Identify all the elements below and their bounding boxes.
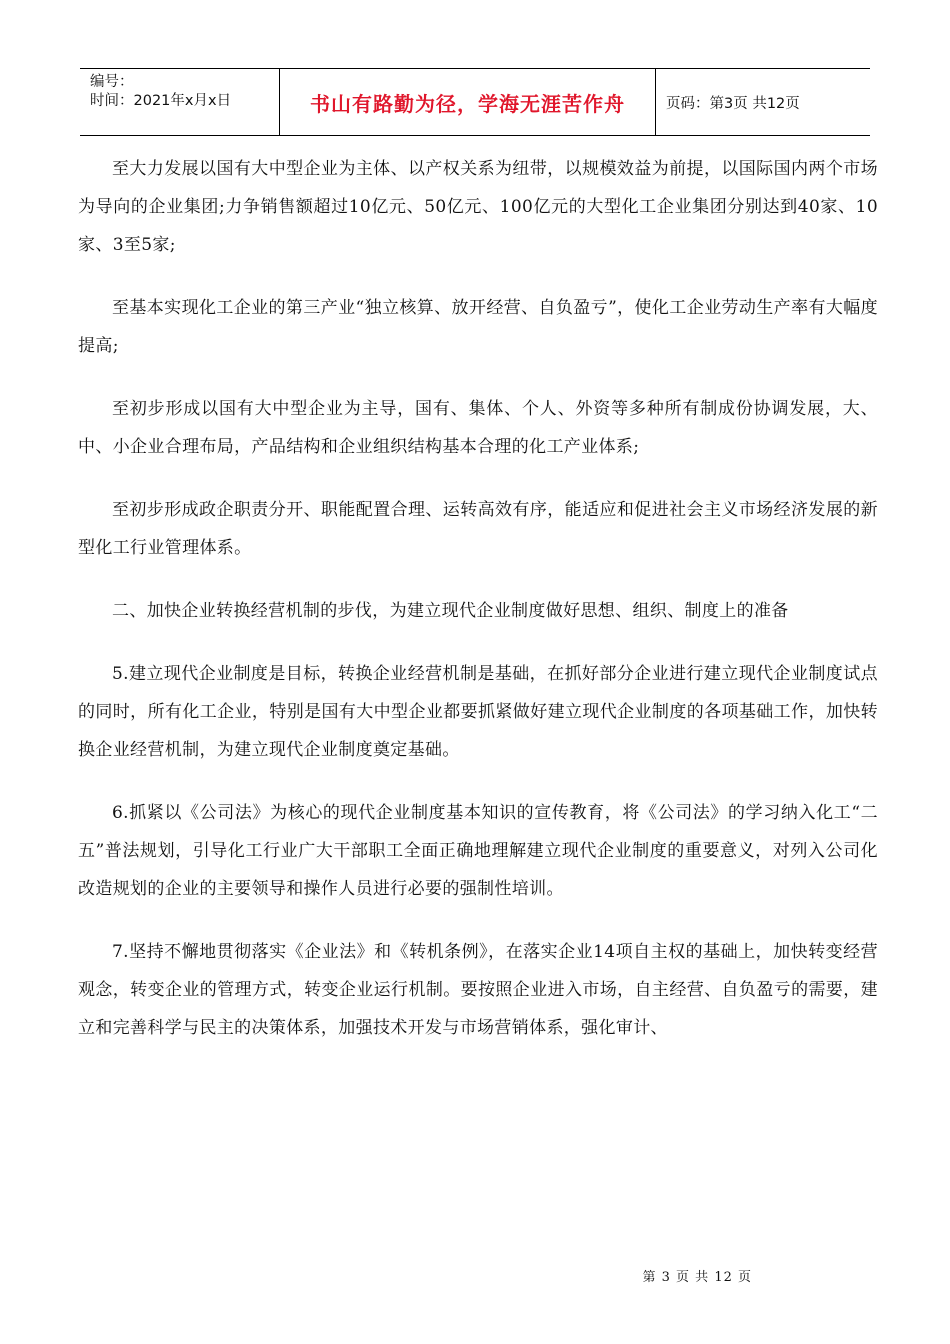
paragraph: 至基本实现化工企业的第三产业“独立核算、放开经营、自负盈亏”，使化工企业劳动生产率有大幅度提高; (78, 298, 878, 356)
time-label: 时间：2021年x月x日 (90, 93, 232, 109)
number-label: 编号： (90, 74, 134, 90)
paragraph: 6.抓紧以《公司法》为核心的现代企业制度基本知识的宣传教育，将《公司法》的学习纳入化工“二五”普法规划，引导化工行业广大干部职工全面正确地理解建立现代企业制度的重要意义，对列入公司化改造规划的企业的主要领导和操作人员进行必要的强制性培训。 (78, 803, 878, 899)
header-meta (80, 69, 280, 135)
document-body (78, 150, 878, 1072)
document-header (80, 68, 870, 136)
paragraph: 5.建立现代企业制度是目标，转换企业经营机制是基础，在抓好部分企业进行建立现代企业制度试点的同时，所有化工企业，特别是国有大中型企业都要抓紧做好建立现代企业制度的各项基础工作，加快转换企业经营机制，为建立现代企业制度奠定基础。 (78, 664, 878, 760)
paragraph: 至初步形成以国有大中型企业为主导，国有、集体、个人、外资等多种所有制成份协调发展，大、中、小企业合理布局，产品结构和企业组织结构基本合理的化工产业体系; (78, 399, 878, 457)
section-heading: 二、加快企业转换经营机制的步伐，为建立现代企业制度做好思想、组织、制度上的准备 (112, 601, 789, 621)
page-footer: 第 3 页 共 12 页 (642, 1270, 752, 1285)
header-motto: 书山有路勤为径，学海无涯苦作舟 (280, 69, 656, 135)
header-page-info: 页码：第3页 共12页 (666, 95, 800, 112)
paragraph: 至初步形成政企职责分开、职能配置合理、运转高效有序，能适应和促进社会主义市场经济发展的新型化工行业管理体系。 (78, 500, 878, 558)
paragraph: 7.坚持不懈地贯彻落实《企业法》和《转机条例》，在落实企业14项自主权的基础上，加快转变经营观念，转变企业的管理方式，转变企业运行机制。要按照企业进入市场，自主经营、自负盈亏的需要，建立和完善科学与民主的决策体系，加强技术开发与市场营销体系，强化审计、 (78, 942, 878, 1038)
paragraph: 至大力发展以国有大中型企业为主体、以产权关系为纽带，以规模效益为前提，以国际国内两个市场为导向的企业集团;力争销售额超过10亿元、50亿元、100亿元的大型化工企业集团分别达到40家、10家、3至5家; (78, 159, 878, 255)
